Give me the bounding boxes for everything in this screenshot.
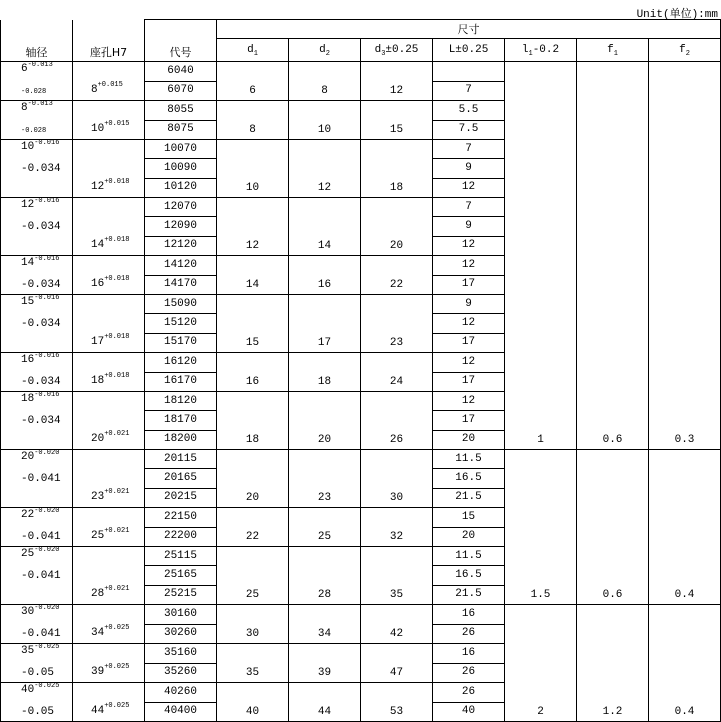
shaft-upper-tolerance: -0.020	[34, 546, 60, 554]
dim-d1: 12	[217, 198, 289, 256]
hole-upper-tolerance: +0.015	[104, 120, 130, 128]
dim-d1: 20	[217, 450, 289, 508]
dim-length: 7	[433, 140, 505, 159]
dim-d3: 35	[361, 547, 433, 605]
dim-d2: 16	[289, 256, 361, 295]
dim-length: 17	[433, 333, 505, 352]
dim-length: 20	[433, 527, 505, 547]
part-code: 10090	[145, 159, 217, 178]
table-row	[1, 450, 721, 469]
dim-d1: 16	[217, 353, 289, 392]
shaft-base: 40	[21, 684, 35, 696]
shaft-diameter-cell	[1, 101, 73, 140]
dim-d1: 18	[217, 392, 289, 450]
dim-length: 26	[433, 663, 505, 683]
shaft-base: 12	[21, 199, 35, 211]
shaft-base: 8	[21, 102, 28, 114]
dim-length: 16	[433, 605, 505, 625]
shaft-diameter-cell	[1, 508, 73, 547]
hole-base: 8	[91, 84, 98, 96]
shaft-upper-tolerance: -0.016	[34, 197, 60, 205]
dim-length: 12	[433, 178, 505, 197]
shaft-diameter-cell	[1, 605, 73, 644]
housing-bore-cell	[73, 198, 145, 256]
housing-bore-cell	[73, 101, 145, 140]
shaft-lower-tolerance: -0.028	[21, 88, 47, 96]
dim-length: 7	[433, 81, 505, 101]
housing-bore-cell	[73, 353, 145, 392]
hole-base: 14	[91, 239, 105, 251]
shaft-upper-tolerance: -0.020	[34, 604, 60, 612]
part-code: 6040	[145, 62, 217, 82]
dim-d3: 22	[361, 256, 433, 295]
dim-d1: 8	[217, 101, 289, 140]
dim-l1: 1	[505, 62, 577, 450]
part-code: 25115	[145, 547, 217, 566]
shaft-lower-tolerance: -0.041	[21, 570, 61, 582]
shaft-diameter-cell	[1, 62, 73, 101]
hole-upper-tolerance: +0.018	[104, 236, 130, 244]
hole-upper-tolerance: +0.021	[104, 527, 130, 535]
housing-bore-cell	[73, 644, 145, 683]
dim-d3: 20	[361, 198, 433, 256]
dim-d2: 34	[289, 605, 361, 644]
shaft-lower-tolerance: -0.034	[21, 279, 61, 291]
part-code: 30260	[145, 624, 217, 644]
shaft-diameter-cell	[1, 392, 73, 450]
part-code: 30160	[145, 605, 217, 625]
dim-d1: 22	[217, 508, 289, 547]
dim-d2: 28	[289, 547, 361, 605]
shaft-diameter-cell	[1, 547, 73, 605]
part-code: 14170	[145, 275, 217, 295]
dim-d1: 25	[217, 547, 289, 605]
part-code: 25215	[145, 585, 217, 604]
housing-bore-cell	[73, 140, 145, 198]
dim-d3: 15	[361, 101, 433, 140]
shaft-base: 15	[21, 296, 35, 308]
part-code: 20215	[145, 488, 217, 507]
hole-base: 44	[91, 705, 105, 717]
dim-f1: 1.2	[577, 605, 649, 722]
dim-length: 17	[433, 411, 505, 430]
dim-f1: 0.6	[577, 450, 649, 605]
dim-d1: 6	[217, 62, 289, 101]
dim-length: 16.5	[433, 566, 505, 585]
hole-base: 17	[91, 336, 105, 348]
dim-d2: 10	[289, 101, 361, 140]
part-code: 15120	[145, 314, 217, 333]
part-code: 20115	[145, 450, 217, 469]
dim-d3: 18	[361, 140, 433, 198]
part-code: 18170	[145, 411, 217, 430]
header-d1: $d_1$	[217, 39, 289, 62]
dim-d2: 25	[289, 508, 361, 547]
shaft-diameter-cell	[1, 644, 73, 683]
dim-f2: 0.4	[649, 605, 721, 722]
shaft-diameter-cell	[1, 683, 73, 722]
dim-d2: 18	[289, 353, 361, 392]
dim-length: 12	[433, 236, 505, 255]
dim-d3: 23	[361, 295, 433, 353]
hole-base: 10	[91, 123, 105, 135]
dim-length: 7.5	[433, 120, 505, 140]
dim-d1: 40	[217, 683, 289, 722]
shaft-lower-tolerance: -0.041	[21, 531, 61, 543]
housing-bore-cell	[73, 547, 145, 605]
housing-bore-cell	[73, 683, 145, 722]
part-code: 18120	[145, 392, 217, 411]
hole-upper-tolerance: +0.015	[97, 81, 123, 89]
hole-base: 28	[91, 588, 105, 600]
hole-base: 18	[91, 375, 105, 387]
dim-d2: 20	[289, 392, 361, 450]
shaft-upper-tolerance: -0.025	[34, 682, 60, 690]
part-code: 6070	[145, 81, 217, 101]
shaft-base: 10	[21, 141, 35, 153]
dim-d1: 30	[217, 605, 289, 644]
dim-length: 16	[433, 644, 505, 664]
shaft-upper-tolerance: -0.025	[34, 643, 60, 651]
hole-base: 12	[91, 181, 105, 193]
dim-d1: 35	[217, 644, 289, 683]
shaft-lower-tolerance: -0.041	[21, 628, 61, 640]
part-code: 35160	[145, 644, 217, 664]
part-code: 15170	[145, 333, 217, 352]
dim-length: 16.5	[433, 469, 505, 488]
housing-bore-cell	[73, 62, 145, 101]
dim-d3: 30	[361, 450, 433, 508]
hole-upper-tolerance: +0.018	[104, 178, 130, 186]
part-code: 25165	[145, 566, 217, 585]
dim-length: 12	[433, 353, 505, 373]
part-code: 10070	[145, 140, 217, 159]
dim-length: 26	[433, 624, 505, 644]
shaft-base: 22	[21, 509, 35, 521]
shaft-upper-tolerance: -0.016	[34, 139, 60, 147]
shaft-diameter-cell	[1, 353, 73, 392]
dim-d1: 10	[217, 140, 289, 198]
housing-bore-cell	[73, 508, 145, 547]
shaft-lower-tolerance: -0.041	[21, 473, 61, 485]
hole-upper-tolerance: +0.021	[104, 585, 130, 593]
hole-upper-tolerance: +0.025	[104, 663, 130, 671]
hole-upper-tolerance: +0.025	[104, 702, 130, 710]
shaft-lower-tolerance: -0.034	[21, 376, 61, 388]
dim-d2: 12	[289, 140, 361, 198]
shaft-diameter-cell	[1, 256, 73, 295]
table-row	[1, 605, 721, 625]
dim-d3: 47	[361, 644, 433, 683]
shaft-base: 20	[21, 451, 35, 463]
part-code: 22150	[145, 508, 217, 528]
header-shaft: 轴径	[1, 20, 73, 62]
table-body	[1, 20, 721, 722]
dim-length: 21.5	[433, 488, 505, 507]
shaft-base: 18	[21, 393, 35, 405]
hole-base: 23	[91, 491, 105, 503]
shaft-lower-tolerance: -0.034	[21, 318, 61, 330]
hole-base: 39	[91, 666, 105, 678]
dim-f2: 0.3	[649, 62, 721, 450]
shaft-lower-tolerance: -0.034	[21, 163, 61, 175]
dim-f1: 0.6	[577, 62, 649, 450]
part-code: 12090	[145, 217, 217, 236]
dim-length: 9	[433, 295, 505, 314]
part-code: 40400	[145, 702, 217, 722]
dim-d1: 15	[217, 295, 289, 353]
dim-d2: 17	[289, 295, 361, 353]
shaft-diameter-cell	[1, 295, 73, 353]
dim-length	[433, 62, 505, 82]
dim-length: 11.5	[433, 450, 505, 469]
dim-d2: 44	[289, 683, 361, 722]
shaft-upper-tolerance: -0.020	[34, 507, 60, 515]
shaft-upper-tolerance: -0.016	[34, 255, 60, 263]
dim-l1: 2	[505, 605, 577, 722]
shaft-upper-tolerance: -0.016	[34, 294, 60, 302]
header-dimensions: 尺寸	[217, 20, 721, 39]
shaft-lower-tolerance: -0.028	[21, 127, 47, 135]
dim-d3: 42	[361, 605, 433, 644]
shaft-upper-tolerance: -0.020	[34, 449, 60, 457]
shaft-base: 35	[21, 645, 35, 657]
dim-length: 12	[433, 256, 505, 276]
dim-d3: 26	[361, 392, 433, 450]
shaft-upper-tolerance: -0.013	[27, 100, 53, 108]
hole-upper-tolerance: +0.025	[104, 624, 130, 632]
part-code: 16120	[145, 353, 217, 373]
housing-bore-cell	[73, 450, 145, 508]
header-d2: $d_2$	[289, 39, 361, 62]
dim-length: 15	[433, 508, 505, 528]
dim-d1: 14	[217, 256, 289, 295]
part-code: 8055	[145, 101, 217, 121]
housing-bore-cell	[73, 256, 145, 295]
part-code: 40260	[145, 683, 217, 703]
shaft-diameter-cell	[1, 450, 73, 508]
shaft-base: 16	[21, 354, 35, 366]
table-row	[1, 62, 721, 82]
dim-length: 11.5	[433, 547, 505, 566]
shaft-base: 25	[21, 548, 35, 560]
hole-upper-tolerance: +0.021	[104, 488, 130, 496]
dim-l1: 1.5	[505, 450, 577, 605]
dim-length: 21.5	[433, 585, 505, 604]
part-code: 12120	[145, 236, 217, 255]
dim-length: 40	[433, 702, 505, 722]
housing-bore-cell	[73, 392, 145, 450]
housing-bore-cell	[73, 295, 145, 353]
header-f2: $f_2$	[649, 39, 721, 62]
dim-d3: 53	[361, 683, 433, 722]
header-f1: $f_1$	[577, 39, 649, 62]
dim-d2: 39	[289, 644, 361, 683]
part-code: 16170	[145, 372, 217, 392]
hole-base: 25	[91, 530, 105, 542]
hole-upper-tolerance: +0.018	[104, 275, 130, 283]
shaft-base: 30	[21, 606, 35, 618]
part-code: 22200	[145, 527, 217, 547]
dim-d2: 14	[289, 198, 361, 256]
part-code: 18200	[145, 430, 217, 449]
header-code: 代号	[145, 20, 217, 62]
hole-upper-tolerance: +0.021	[104, 430, 130, 438]
housing-bore-cell	[73, 605, 145, 644]
header-d3: $d_3\pm 0.25$	[361, 39, 433, 62]
shaft-base: 6	[21, 63, 28, 75]
part-code: 35260	[145, 663, 217, 683]
shaft-diameter-cell	[1, 198, 73, 256]
dim-f2: 0.4	[649, 450, 721, 605]
dim-length: 20	[433, 430, 505, 449]
part-code: 12070	[145, 198, 217, 217]
dim-d3: 32	[361, 508, 433, 547]
dim-length: 12	[433, 392, 505, 411]
hole-upper-tolerance: +0.018	[104, 372, 130, 380]
header-housing: 座孔H7	[73, 20, 145, 62]
shaft-lower-tolerance: -0.034	[21, 221, 61, 233]
dim-length: 5.5	[433, 101, 505, 121]
dim-length: 9	[433, 217, 505, 236]
hole-base: 20	[91, 433, 105, 445]
part-code: 8075	[145, 120, 217, 140]
dim-length: 26	[433, 683, 505, 703]
dim-length: 17	[433, 275, 505, 295]
part-code: 14120	[145, 256, 217, 276]
dim-d3: 24	[361, 353, 433, 392]
shaft-base: 14	[21, 257, 35, 269]
shaft-upper-tolerance: -0.013	[27, 61, 53, 69]
dim-d2: 23	[289, 450, 361, 508]
header-row-top	[1, 20, 721, 39]
shaft-upper-tolerance: -0.016	[34, 391, 60, 399]
dim-d3: 12	[361, 62, 433, 101]
header-length: L±0.25	[433, 39, 505, 62]
dim-length: 17	[433, 372, 505, 392]
dimension-table	[0, 19, 721, 722]
part-code: 15090	[145, 295, 217, 314]
part-code: 10120	[145, 178, 217, 197]
hole-upper-tolerance: +0.018	[104, 333, 130, 341]
header-l1: $l_1-0.2$	[505, 39, 577, 62]
shaft-lower-tolerance: -0.05	[21, 706, 55, 718]
hole-base: 16	[91, 278, 105, 290]
shaft-lower-tolerance: -0.05	[21, 667, 55, 679]
shaft-diameter-cell	[1, 140, 73, 198]
dim-d2: 8	[289, 62, 361, 101]
shaft-upper-tolerance: -0.016	[34, 352, 60, 360]
dim-length: 9	[433, 159, 505, 178]
dim-length: 7	[433, 198, 505, 217]
hole-base: 34	[91, 627, 105, 639]
dim-length: 12	[433, 314, 505, 333]
shaft-lower-tolerance: -0.034	[21, 415, 61, 427]
unit-label: Unit(单位):mm	[636, 9, 718, 21]
part-code: 20165	[145, 469, 217, 488]
